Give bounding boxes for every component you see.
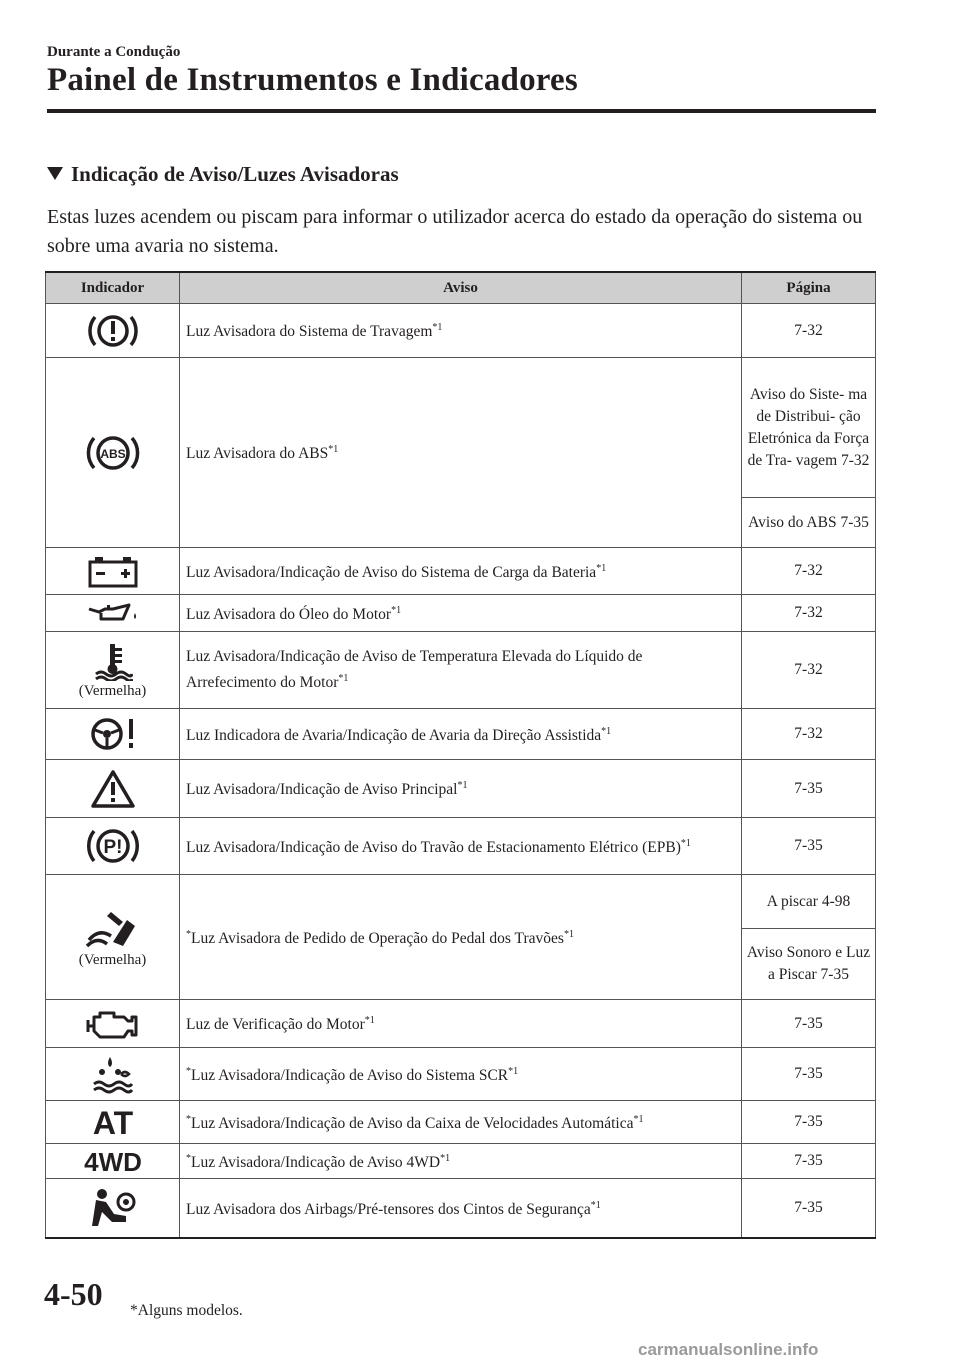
warning-description: Luz Avisadora do Sistema de Travagem [186,323,433,341]
airbag-icon [86,1186,140,1230]
title-divider [47,109,876,113]
table-row: Luz Avisadora do Sistema de Travagem$^{*1}$ 7-32 [46,304,876,358]
subheading-text: Indicação de Aviso/Luzes Avisadoras [71,162,399,186]
table-row: (Vermelha) Luz Avisadora/Indicação de Aviso de Temperatura Elevada do Líquido de Arrefecimento do Motor$^{*1}$ 7-32 [46,632,876,709]
table-row: *Luz Avisadora/Indicação de Aviso do Sistema SCR$^{*1}$ 7-35 [46,1048,876,1101]
page-reference: Aviso Sonoro e Luz a Piscar 7-35 [742,929,876,1000]
table-row: 4WD *Luz Avisadora/Indicação de Aviso 4WD$^{*1}$ 7-35 [46,1144,876,1179]
page-reference: A piscar 4-98 [742,875,876,929]
warning-description: Luz Avisadora/Indicação de Aviso 4WD [191,1154,441,1172]
warning-description: Luz Avisadora/Indicação de Aviso da Caixa de Velocidades Automática [191,1115,634,1133]
page-reference: 7-32 [742,595,876,632]
triangle-bullet-icon [47,167,63,180]
page-title: Painel de Instrumentos e Indicadores [47,62,578,98]
table-row: AT *Luz Avisadora/Indicação de Aviso da Caixa de Velocidades Automática$^{*1}$ 7-35 [46,1101,876,1144]
table-row: Luz Indicadora de Avaria/Indicação de Avaria da Direção Assistida$^{*1}$ 7-32 [46,709,876,760]
page-reference: 7-35 [742,818,876,875]
col-header-pagina: Página [742,272,876,304]
svg-text:4WD: 4WD [83,1147,142,1175]
page-reference: 7-35 [742,760,876,818]
table-row: ABS Luz Avisadora do ABS$^{*1}$ Aviso do Siste- ma de Distribui- ção Eletrónica da Força de Tra- vagem 7-32 [46,358,876,498]
table-row: Luz Avisadora/Indicação de Aviso do Sistema de Carga da Bateria$^{*1}$ 7-32 [46,548,876,595]
steering-wheel-warning-icon [87,716,139,752]
coolant-temperature-icon [93,641,133,681]
4wd-icon [73,1147,153,1175]
subheading [47,162,399,187]
table-row: Luz Avisadora dos Airbags/Pré-tensores dos Cintos de Segurança$^{*1}$ 7-35 [46,1179,876,1238]
check-engine-icon [84,1007,142,1041]
watermark: carmanualsonline.info [638,1340,819,1359]
warning-description: Luz Avisadora do ABS [186,445,329,463]
svg-text:ABS: ABS [99,446,126,461]
warning-description: Luz Avisadora/Indicação de Aviso de Temperatura Elevada do Líquido de Arrefecimento do Motor [186,647,643,692]
brake-pedal-icon [83,906,143,950]
warning-description: Luz Avisadora do Óleo do Motor [186,606,392,624]
battery-icon [87,554,139,588]
table-row: (Vermelha) *Luz Avisadora de Pedido de Operação do Pedal dos Travões$^{*1}$ A piscar 4-98 [46,875,876,929]
warning-description: Luz Avisadora/Indicação de Aviso Principal [186,781,458,799]
page-reference: 7-32 [742,709,876,760]
warning-description: Luz Avisadora de Pedido de Operação do Pedal dos Travões [191,930,564,948]
page-reference: 7-35 [742,1179,876,1238]
section-label: Durante a Condução [47,44,181,60]
page-reference: Aviso do Siste- ma de Distribui- ção Eletrónica da Força de Tra- vagem 7-32 [742,358,876,498]
page-number: 4-50 [44,1276,103,1312]
red-color-note: (Vermelha) [78,682,147,699]
col-header-indicador: Indicador [46,272,180,304]
page-reference: 7-32 [742,304,876,358]
oil-can-icon [85,601,141,625]
page-reference: 7-35 [742,1048,876,1101]
abs-warning-icon [84,431,142,475]
warning-description: Luz Avisadora dos Airbags/Pré-tensores dos Cintos de Segurança [186,1200,591,1218]
red-color-note: (Vermelha) [78,951,147,968]
master-warning-triangle-icon [89,768,137,810]
page-reference: 7-32 [742,548,876,595]
warning-description: Luz Avisadora/Indicação de Aviso do Travão de Estacionamento Elétrico (EPB) [186,839,681,857]
intro-paragraph: Estas luzes acendem ou piscam para informar o utilizador acerca do estado da operação do sistema ou sobre uma avaria no sistema. [47,206,863,257]
warning-lights-table [45,271,876,1239]
page-reference: 7-35 [742,1101,876,1144]
brake-warning-icon [86,311,140,351]
col-header-aviso: Aviso [180,272,742,304]
page-reference: 7-35 [742,1000,876,1048]
svg-text:P!: P! [103,837,122,858]
page-reference: 7-35 [742,1144,876,1179]
page-reference: Aviso do ABS 7-35 [742,498,876,548]
warning-description: Luz Avisadora/Indicação de Aviso do Sistema de Carga da Bateria [186,564,597,582]
warning-description: Luz Avisadora/Indicação de Aviso do Sistema SCR [191,1067,509,1085]
warning-description: Luz de Verificação do Motor [186,1016,365,1034]
table-row: Luz Avisadora/Indicação de Aviso Principal$^{*1}$ 7-35 [46,760,876,818]
at-icon [85,1106,141,1138]
table-row: P! Luz Avisadora/Indicação de Aviso do Travão de Estacionamento Elétrico (EPB)$^{*1}$ 7-35 [46,818,876,875]
epb-warning-icon [85,824,141,868]
table-header-row [46,272,876,304]
scr-system-icon [91,1054,135,1094]
footnote: *Alguns modelos. [130,1302,243,1319]
svg-text:AT: AT [92,1106,133,1138]
table-row: Luz Avisadora do Óleo do Motor$^{*1}$ 7-32 [46,595,876,632]
page-reference: 7-32 [742,632,876,709]
table-row: Luz de Verificação do Motor$^{*1}$ 7-35 [46,1000,876,1048]
warning-description: Luz Indicadora de Avaria/Indicação de Avaria da Direção Assistida [186,727,602,745]
